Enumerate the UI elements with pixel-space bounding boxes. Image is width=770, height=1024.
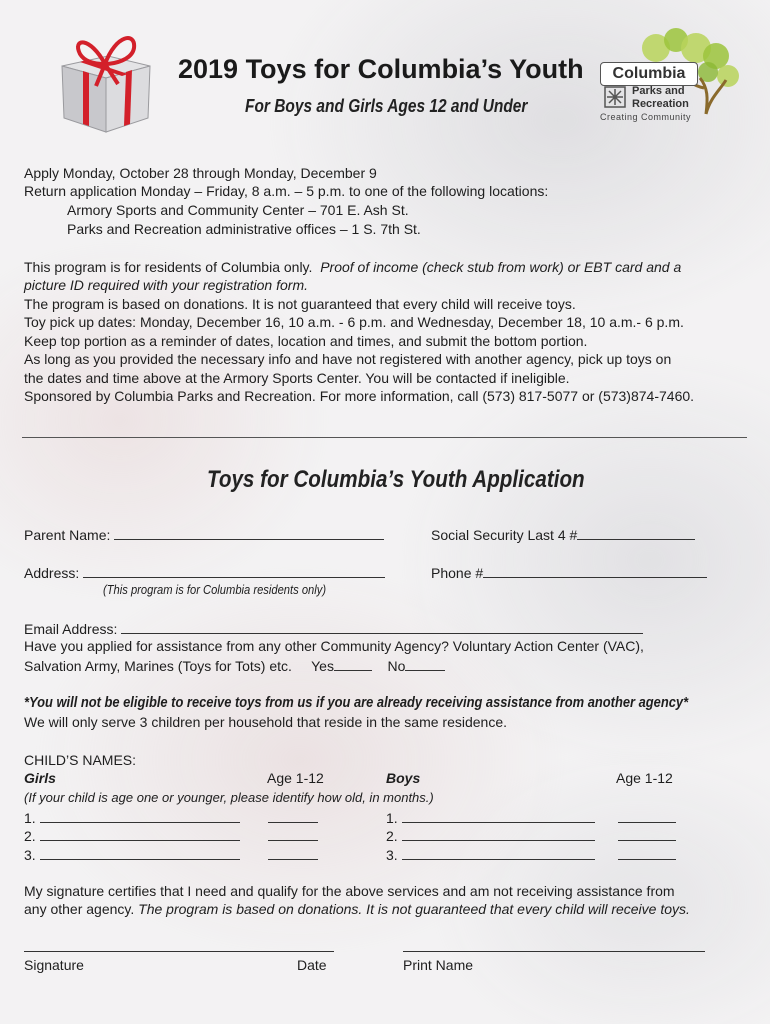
boy-2-age-field[interactable] bbox=[618, 826, 676, 841]
email-field[interactable] bbox=[121, 619, 643, 634]
girl-2-age-field[interactable] bbox=[268, 826, 318, 841]
boy-1-age-field[interactable] bbox=[618, 808, 676, 823]
age-note: (If your child is age one or younger, please identify how old, in months.) bbox=[24, 790, 434, 805]
signature-line[interactable] bbox=[24, 951, 334, 952]
certify-donations: The program is based on donations. It is not guaranteed that every child will receive toys. bbox=[138, 901, 690, 917]
compass-icon bbox=[604, 86, 626, 108]
location-armory: Armory Sports and Community Center – 701 E. Ash St. bbox=[67, 202, 409, 218]
girl-2-name-field[interactable] bbox=[40, 826, 240, 841]
logo-line3: Recreation bbox=[632, 98, 689, 110]
boy-1-age-row bbox=[618, 808, 676, 827]
logo-tagline: Creating Community bbox=[600, 112, 692, 122]
boy-row-3: 3. bbox=[386, 845, 595, 864]
girl-3-age-field[interactable] bbox=[268, 845, 318, 860]
girl-1-name-field[interactable] bbox=[40, 808, 240, 823]
girl-2-age-row bbox=[268, 826, 318, 845]
info-sponsor: Sponsored by Columbia Parks and Recreation. For more information, call (573) 817-5077 or (573)874-7460. bbox=[24, 388, 695, 404]
boy-3-age-field[interactable] bbox=[618, 845, 676, 860]
no-field[interactable] bbox=[405, 656, 445, 671]
eligibility-warning: *You will not be eligible to receive toys from us if you are already receiving assistance from another agency* bbox=[24, 694, 689, 711]
boys-age-heading: Age 1-12 bbox=[616, 770, 673, 786]
info-donations: The program is based on donations. It is not guaranteed that every child will receive toys. bbox=[24, 296, 576, 312]
address-label: Address: bbox=[24, 565, 80, 581]
ssn-label: Social Security Last 4 # bbox=[431, 527, 578, 543]
ssn-field[interactable] bbox=[577, 525, 695, 540]
girls-age-heading: Age 1-12 bbox=[267, 770, 324, 786]
phone-label: Phone # bbox=[431, 565, 484, 581]
boy-3-name-field[interactable] bbox=[402, 845, 595, 860]
assist-question: Have you applied for assistance from any other Community Agency? Voluntary Action Center (VAC), bbox=[24, 638, 644, 654]
children-heading: CHILD’S NAMES: bbox=[24, 752, 137, 768]
certify-text-cont: any other agency. The program is based on donations. It is not guaranteed that every child will receive toys. bbox=[24, 901, 690, 917]
application-title: Toys for Columbia’s Youth Application bbox=[207, 466, 585, 493]
address-note: (This program is for Columbia residents only) bbox=[103, 582, 327, 597]
no-label: No bbox=[387, 658, 406, 674]
girl-row-1: 1. bbox=[24, 808, 240, 827]
print-name-line[interactable] bbox=[403, 951, 705, 952]
gift-box-illustration bbox=[50, 26, 160, 136]
girl-1-age-field[interactable] bbox=[268, 808, 318, 823]
info-keep: Keep top portion as a reminder of dates, location and times, and submit the bottom portion. bbox=[24, 333, 588, 349]
girl-3-age-row bbox=[268, 845, 318, 864]
date-label: Date bbox=[297, 957, 327, 973]
yes-label: Yes bbox=[311, 658, 334, 674]
parks-logo bbox=[596, 28, 746, 128]
girl-1-age-row bbox=[268, 808, 318, 827]
return-info: Return application Monday – Friday, 8 a.m. – 5 p.m. to one of the following locations: bbox=[24, 183, 549, 199]
boy-row-2: 2. bbox=[386, 826, 595, 845]
info-long-b: the dates and time above at the Armory Sports Center. You will be contacted if ineligible. bbox=[24, 370, 570, 386]
address-row bbox=[24, 563, 385, 582]
boy-3-age-row bbox=[618, 845, 676, 864]
serve-limit: We will only serve 3 children per household that reside in the same residence. bbox=[24, 714, 507, 730]
boy-2-name-field[interactable] bbox=[402, 826, 595, 841]
signature-label: Signature bbox=[24, 957, 84, 973]
info-proof: Proof of income (check stub from work) or EBT card and a bbox=[320, 259, 682, 275]
info-residents: This program is for residents of Columbia only. Proof of income (check stub from work) or EBT card and a bbox=[24, 259, 682, 275]
phone-field[interactable] bbox=[483, 563, 707, 578]
girl-row-2: 2. bbox=[24, 826, 240, 845]
boys-heading: Boys bbox=[386, 770, 421, 786]
phone-row bbox=[431, 563, 707, 582]
address-field[interactable] bbox=[83, 563, 385, 578]
girl-3-name-field[interactable] bbox=[40, 845, 240, 860]
logo-line2: Parks and bbox=[632, 85, 685, 97]
info-long-a: As long as you provided the necessary info and have not registered with another agency, pick up toys on bbox=[24, 351, 672, 367]
page-subtitle: For Boys and Girls Ages 12 and Under bbox=[245, 96, 528, 116]
info-pickup: Toy pick up dates: Monday, December 16, 10 a.m. - 6 p.m. and Wednesday, December 18, 10 a.m.- 6 p.m. bbox=[24, 314, 684, 330]
girl-row-3: 3. bbox=[24, 845, 240, 864]
location-offices: Parks and Recreation administrative offices – 1 S. 7th St. bbox=[67, 221, 421, 237]
boy-1-name-field[interactable] bbox=[402, 808, 595, 823]
parent-name-label: Parent Name: bbox=[24, 527, 111, 543]
apply-dates: Apply Monday, October 28 through Monday, December 9 bbox=[24, 165, 377, 181]
email-row bbox=[24, 619, 643, 638]
assist-question-cont: Salvation Army, Marines (Toys for Tots) etc. Yes No bbox=[24, 656, 445, 675]
ssn-row bbox=[431, 525, 695, 544]
boy-2-age-row bbox=[618, 826, 676, 845]
parent-name-field[interactable] bbox=[114, 525, 384, 540]
cut-line-divider bbox=[22, 437, 747, 438]
yes-field[interactable] bbox=[334, 656, 372, 671]
logo-name: Columbia bbox=[600, 62, 698, 86]
email-label: Email Address: bbox=[24, 621, 118, 637]
certify-text: My signature certifies that I need and qualify for the above services and am not receiving assistance from bbox=[24, 883, 675, 899]
girls-heading: Girls bbox=[24, 770, 56, 786]
page-title: 2019 Toys for Columbia’s Youth bbox=[178, 54, 584, 84]
boy-row-1: 1. bbox=[386, 808, 595, 827]
info-proof-cont: picture ID required with your registration form. bbox=[24, 277, 308, 293]
print-name-label: Print Name bbox=[403, 957, 474, 973]
parent-name-row bbox=[24, 525, 384, 544]
